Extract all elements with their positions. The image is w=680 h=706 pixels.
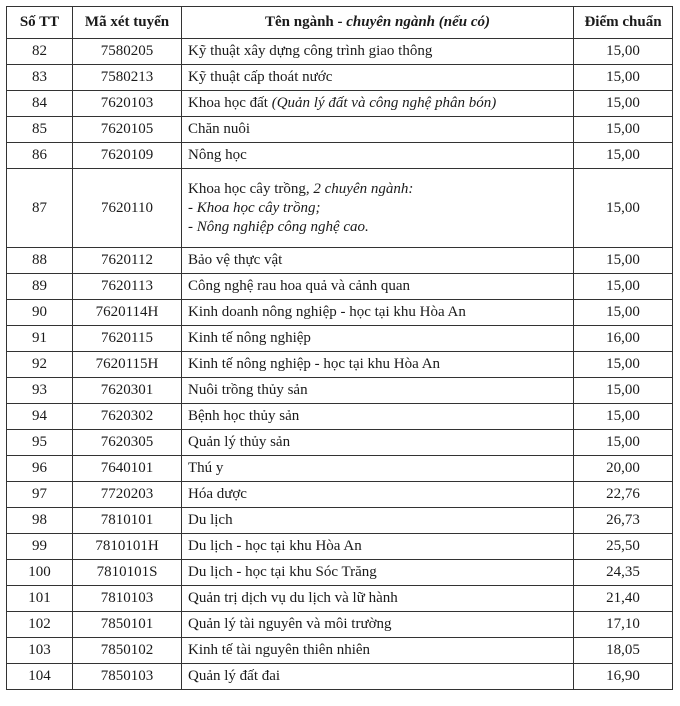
table-row	[7, 117, 673, 143]
cell-ten	[182, 248, 574, 274]
cell-ten-main: Bệnh học thủy sản	[188, 408, 300, 424]
header-diem: Điểm chuẩn	[574, 7, 673, 39]
cell-ten	[182, 560, 574, 586]
cell-diem: 15,00	[574, 404, 673, 430]
cell-diem: 15,00	[574, 117, 673, 143]
cell-stt: 88	[7, 248, 73, 274]
table-row	[7, 169, 673, 248]
table-row	[7, 638, 673, 664]
cell-ten-main: Du lịch	[188, 512, 233, 528]
cell-ten	[182, 638, 574, 664]
cell-ma: 7620115	[73, 326, 182, 352]
header-row	[7, 7, 673, 39]
cell-ten-main: Quản trị dịch vụ du lịch và lữ hành	[188, 590, 398, 606]
cell-ma: 7620115H	[73, 352, 182, 378]
cell-diem: 26,73	[574, 508, 673, 534]
table-row	[7, 508, 673, 534]
cell-diem: 15,00	[574, 248, 673, 274]
table-row	[7, 586, 673, 612]
table-row	[7, 352, 673, 378]
cell-stt: 104	[7, 664, 73, 690]
cell-stt: 82	[7, 39, 73, 65]
cell-ten-main: Kỹ thuật cấp thoát nước	[188, 69, 333, 85]
table-row	[7, 430, 673, 456]
cell-stt: 94	[7, 404, 73, 430]
cell-stt: 97	[7, 482, 73, 508]
cell-ten-main: Kinh tế nông nghiệp	[188, 330, 311, 346]
cell-ma: 7810101H	[73, 534, 182, 560]
cell-ten	[182, 65, 574, 91]
cell-diem: 21,40	[574, 586, 673, 612]
cell-diem: 15,00	[574, 378, 673, 404]
cell-ten	[182, 612, 574, 638]
cell-ten	[182, 274, 574, 300]
cell-ten-main: Thú y	[188, 460, 224, 476]
cell-ten-main: Quản lý đất đai	[188, 668, 281, 684]
cell-diem: 17,10	[574, 612, 673, 638]
table-row	[7, 456, 673, 482]
cell-ma: 7640101	[73, 456, 182, 482]
cell-diem: 15,00	[574, 65, 673, 91]
cell-stt: 85	[7, 117, 73, 143]
header-stt: Số TT	[7, 7, 73, 39]
cell-ma: 7620112	[73, 248, 182, 274]
cell-stt: 89	[7, 274, 73, 300]
cell-stt: 87	[7, 169, 73, 248]
table-row	[7, 378, 673, 404]
cell-ten	[182, 300, 574, 326]
cell-ma: 7850101	[73, 612, 182, 638]
cell-ten	[182, 508, 574, 534]
cell-stt: 98	[7, 508, 73, 534]
cell-stt: 86	[7, 143, 73, 169]
cell-ma: 7620113	[73, 274, 182, 300]
table-row	[7, 274, 673, 300]
cell-ten	[182, 352, 574, 378]
cell-ten	[182, 326, 574, 352]
cell-stt: 100	[7, 560, 73, 586]
cell-ten-main: Kinh tế tài nguyên thiên nhiên	[188, 642, 371, 658]
table-row	[7, 65, 673, 91]
table-row	[7, 248, 673, 274]
cell-ten	[182, 430, 574, 456]
cell-ten-sub-item: - Nông nghiệp công nghệ cao.	[188, 218, 369, 235]
table-row	[7, 39, 673, 65]
table-row	[7, 612, 673, 638]
table-row	[7, 404, 673, 430]
cell-diem: 16,90	[574, 664, 673, 690]
cell-stt: 84	[7, 91, 73, 117]
cell-ten	[182, 586, 574, 612]
cell-ten	[182, 39, 574, 65]
header-ten-italic: chuyên ngành (nếu có)	[346, 14, 491, 30]
cell-ma: 7810101S	[73, 560, 182, 586]
cell-diem: 15,00	[574, 300, 673, 326]
cell-ma: 7620110	[73, 169, 182, 248]
cell-stt: 92	[7, 352, 73, 378]
cell-ma: 7580205	[73, 39, 182, 65]
table-row	[7, 482, 673, 508]
cell-stt: 95	[7, 430, 73, 456]
header-ma: Mã xét tuyển	[73, 7, 182, 39]
cell-ten-main: Kỹ thuật xây dựng công trình giao thông	[188, 43, 433, 59]
cell-ten-main: Khoa học đất	[188, 95, 272, 111]
cell-ten	[182, 482, 574, 508]
cell-diem: 20,00	[574, 456, 673, 482]
cell-ma: 7620301	[73, 378, 182, 404]
cell-ten	[182, 169, 574, 248]
cell-diem: 15,00	[574, 430, 673, 456]
table-row	[7, 664, 673, 690]
cell-ten	[182, 143, 574, 169]
table-row	[7, 91, 673, 117]
admission-score-table	[6, 6, 673, 690]
cell-ten-main: Kinh tế nông nghiệp - học tại khu Hòa An	[188, 356, 441, 372]
cell-stt: 90	[7, 300, 73, 326]
cell-diem: 16,00	[574, 326, 673, 352]
cell-ten-main: Công nghệ rau hoa quả và cảnh quan	[188, 278, 411, 294]
cell-ten-main: Quản lý thủy sản	[188, 434, 291, 450]
table-row	[7, 326, 673, 352]
cell-ten-main: Du lịch - học tại khu Sóc Trăng	[188, 564, 377, 580]
cell-stt: 91	[7, 326, 73, 352]
cell-ten-main: Khoa học cây trồng,	[188, 180, 314, 197]
cell-ten-main: Chăn nuôi	[188, 121, 251, 137]
cell-ma: 7850103	[73, 664, 182, 690]
header-ten-main: Tên ngành -	[264, 14, 347, 30]
cell-ten-main: Nuôi trồng thủy sản	[188, 382, 308, 398]
cell-ma: 7620105	[73, 117, 182, 143]
table-row	[7, 300, 673, 326]
header-ten	[182, 7, 574, 39]
table-row	[7, 143, 673, 169]
cell-stt: 96	[7, 456, 73, 482]
cell-stt: 103	[7, 638, 73, 664]
table-row	[7, 560, 673, 586]
cell-stt: 101	[7, 586, 73, 612]
cell-ten-italic: 2 chuyên ngành:	[313, 180, 414, 197]
cell-ma: 7620302	[73, 404, 182, 430]
cell-diem: 25,50	[574, 534, 673, 560]
cell-ten-main: Nông học	[188, 147, 247, 163]
cell-ma: 7620114H	[73, 300, 182, 326]
cell-diem: 22,76	[574, 482, 673, 508]
cell-ten-main: Kinh doanh nông nghiệp - học tại khu Hòa An	[188, 304, 466, 320]
cell-ma: 7620109	[73, 143, 182, 169]
cell-diem: 15,00	[574, 352, 673, 378]
cell-ten-main: Quản lý tài nguyên và môi trường	[188, 616, 392, 632]
cell-ma: 7620103	[73, 91, 182, 117]
cell-diem: 15,00	[574, 91, 673, 117]
cell-ten	[182, 378, 574, 404]
cell-diem: 15,00	[574, 39, 673, 65]
cell-diem: 15,00	[574, 143, 673, 169]
cell-ten-italic: (Quản lý đất và công nghệ phân bón)	[271, 95, 497, 111]
cell-diem: 18,05	[574, 638, 673, 664]
cell-diem: 15,00	[574, 169, 673, 248]
cell-diem: 24,35	[574, 560, 673, 586]
cell-stt: 83	[7, 65, 73, 91]
cell-diem: 15,00	[574, 274, 673, 300]
cell-ten	[182, 664, 574, 690]
table-row	[7, 534, 673, 560]
cell-ten	[182, 534, 574, 560]
cell-ten-main: Du lịch - học tại khu Hòa An	[188, 538, 362, 554]
cell-ten	[182, 456, 574, 482]
cell-ma: 7850102	[73, 638, 182, 664]
cell-stt: 93	[7, 378, 73, 404]
cell-ma: 7720203	[73, 482, 182, 508]
cell-ten-main: Hóa dược	[188, 486, 247, 502]
cell-stt: 99	[7, 534, 73, 560]
cell-ten-sub-item: - Khoa học cây trồng;	[188, 199, 321, 216]
cell-ma: 7810103	[73, 586, 182, 612]
cell-ten	[182, 91, 574, 117]
cell-ten-main: Bảo vệ thực vật	[188, 252, 283, 268]
cell-ma: 7810101	[73, 508, 182, 534]
cell-stt: 102	[7, 612, 73, 638]
cell-ten	[182, 404, 574, 430]
cell-ma: 7620305	[73, 430, 182, 456]
cell-ma: 7580213	[73, 65, 182, 91]
cell-ten	[182, 117, 574, 143]
